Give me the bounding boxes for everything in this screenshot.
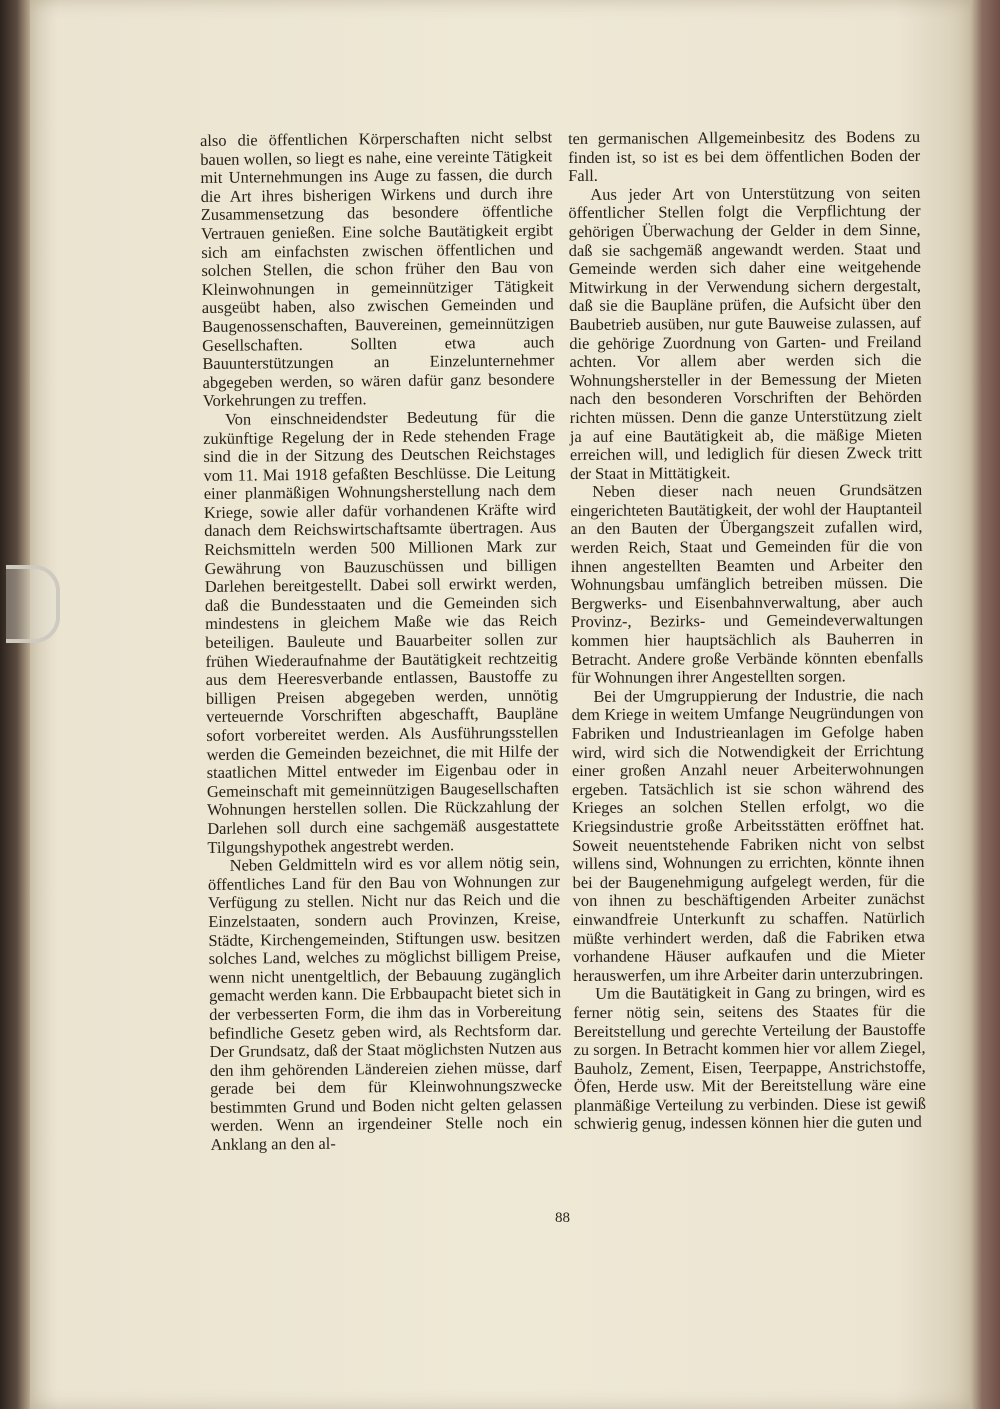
paragraph: Aus jeder Art von Unterstützung von seiten öffentlicher Stellen folgt die Verpflichtung der gehörigen Überwachung der Gelder in dem Sinne, daß sie sachgemäß angewandt werden. Staat und Gemeinde werden sich daher eine weitgehende Mitwirkung in der Verwendung sichern dergestalt, daß sie die Baupläne prüfen, die Aufsicht über den Baubetrieb ausüben, nur gute Bauweise zulassen, auf die gehörige Zuordnung von Garten- und Freiland achten. Vor allem aber werden sich die Wohnungshersteller in der Bemessung der Mieten nach den besonderen Vorschriften der Behörden richten müssen. Denn die ganze Unterstützung zielt ja auf eine Bautätigkeit ab, die mäßige Mieten erreichen will, und lediglich für diesen Zweck tritt der Staat in Mittätigkeit.	[568, 182, 923, 483]
right-text-column	[568, 128, 926, 1134]
paragraph: Neben Geldmitteln wird es vor allem nötig sein, öffentliches Land für den Bau von Wohnungen zur Verfügung zu stellen. Nicht nur das Reich und die Einzelstaaten, sondern auch Provinzen, Kreise, Städte, Kirchengemeinden, Stiftungen usw. besitzen solches Land, welches zu möglichst billigem Preise, wenn nicht unentgeltlich, der Bebauung zugänglich gemacht werden kann. Die Erbbaupacht bietet sich in der verbesserten Form, die ihm das in Vorbereitung befindliche Gesetz geben wird, als Rechtsform dar. Der Grundsatz, daß der Staat möglichsten Nutzen aus den ihm gehörenden Ländereien ziehen müsse, darf gerade bei dem für Kleinwohnungszwecke bestimmten Grund und Boden nicht gelten gelassen werden. Wenn an irgendeiner Stelle noch ein Anklang an den al-	[207, 852, 563, 1155]
page-number: 88	[555, 1210, 570, 1226]
paragraph: Bei der Umgruppierung der Industrie, die nach dem Kriege in weitem Umfange Neugründungen von Fabriken und Industrieanlagen im Gefolge haben wird, wird sich die Notwendigkeit der Errichtung einer großen Anzahl neuer Arbeiterwohnungen ergeben. Tatsächlich ist sie schon während des Krieges an solchen Stellen erfolgt, wo die Kriegsindustrie große Arbeitsstätten eröffnet hat. Soweit neuentstehende Fabriken nicht von selbst willens sind, Wohnungen zu errichten, könnte ihnen bei der Baugenehmigung aufgelegt werden, für die von ihnen zu beschäftigenden Arbeiter zunächst einwandfreie Unterkunft zu schaffen. Natürlich müßte verhindert werden, daß die Fabriken etwa vorhandene Häuser aufkaufen und die Mieter herauswerfen, um ihre Arbeiter darin unterzubringen.	[571, 684, 926, 985]
paragraph: ten germanischen Allgemeinbesitz des Bodens zu finden ist, so ist es bei dem öffentlichen Boden der Fall.	[567, 126, 921, 186]
binding-shadow	[0, 0, 30, 1409]
page-edge	[970, 0, 1000, 1409]
left-text-column	[200, 128, 563, 1154]
paper-clip-icon	[6, 565, 60, 643]
paragraph: Neben dieser nach neuen Grundsätzen eingerichteten Bautätigkeit, der wohl der Hauptanteil an den Bauten der Übergangszeit zufallen wird, werden Reich, Staat und Gemeinden für die von ihnen angestellten Beamten und Arbeiter den Wohnungsbau umfänglich betreiben müssen. Die Bergwerks- und Eisenbahnverwaltung, aber auch Provinz-, Bezirks- und Gemeindeverwaltungen kommen hier hauptsächlich als Bauherren in Betracht. Andere große Verbände könnten ebenfalls für Wohnungen ihrer Angestellten sorgen.	[570, 480, 924, 688]
paragraph: Von einschneidendster Bedeutung für die zukünftige Regelung der in Rede stehenden Frage sind die in der Sitzung des Deutschen Reichstages vom 11. Mai 1918 gefaßten Beschlüsse. Die Leitung einer planmäßigen Wohnungsherstellung nach dem Kriege, sowie aller dafür vorhandenen Kräfte wird danach dem Reichswirtschaftsamte übertragen. Aus Reichsmitteln werden 500 Millionen Mark zur Gewährung von Bauzuschüssen und billigen Darlehen bereitgestellt. Dabei soll erwirkt werden, daß die Bundesstaaten und die Gemeinden sich mindestens in gleichem Maße wie das Reich beteiligen. Bauleute und Bauarbeiter sollen zur frühen Wiederaufnahme der Bautätigkeit rechtzeitig aus dem Heeresverbande entlassen, Baustoffe zu billigen Preisen abgegeben werden, unnötig verteuernde Vorschriften abgeschafft, Baupläne sofort vorbereitet werden. Als Ausführungsstellen werden die Gemeinden bezeichnet, die mit Hilfe der staatlichen Mittel entweder im Eigenbau oder in Gemeinschaft mit gemeinnützigen Baugesellschaften Wohnungen herstellen sollen. Die Rückzahlung der Darlehen soll durch eine sachgemäß ausgestattete Tilgungshypothek angestrebt werden.	[203, 406, 560, 857]
paragraph: also die öffentlichen Körperschaften nicht selbst bauen wollen, so liegt es nahe, eine vereinte Tätigkeit mit Unternehmungen ins Auge zu fassen, die durch die Art ihres bisherigen Wirkens und durch ihre Zusammensetzung das besondere öffentliche Vertrauen genießen. Eine solche Bautätigkeit ergibt sich am einfachsten zwischen öffentlichen und solchen Stellen, die schon früher den Bau von Kleinwohnungen in gemeinnütziger Tätigkeit ausgeübt haben, also zwischen Gemeinden und Baugenossenschaften, Bauvereinen, gemeinnützigen Gesellschaften. Sollten etwa auch Bauunterstützungen an Einzelunternehmer abgegeben werden, so wären dafür ganz besondere Vorkehrungen zu treffen.	[199, 127, 555, 411]
paragraph: Um die Bautätigkeit in Gang zu bringen, wird es ferner nötig sein, seitens des Staates für die Bereitstellung und gerechte Verteilung der Baustoffe zu sorgen. In Betracht kommen hier vor allem Ziegel, Bauholz, Zement, Eisen, Teerpappe, Anstrichstoffe, Öfen, Herde usw. Mit der Bereitstellung wäre eine planmäßige Verteilung zu verbinden. Diese ist gewiß schwierig genug, indessen können hier die guten und	[573, 982, 927, 1134]
